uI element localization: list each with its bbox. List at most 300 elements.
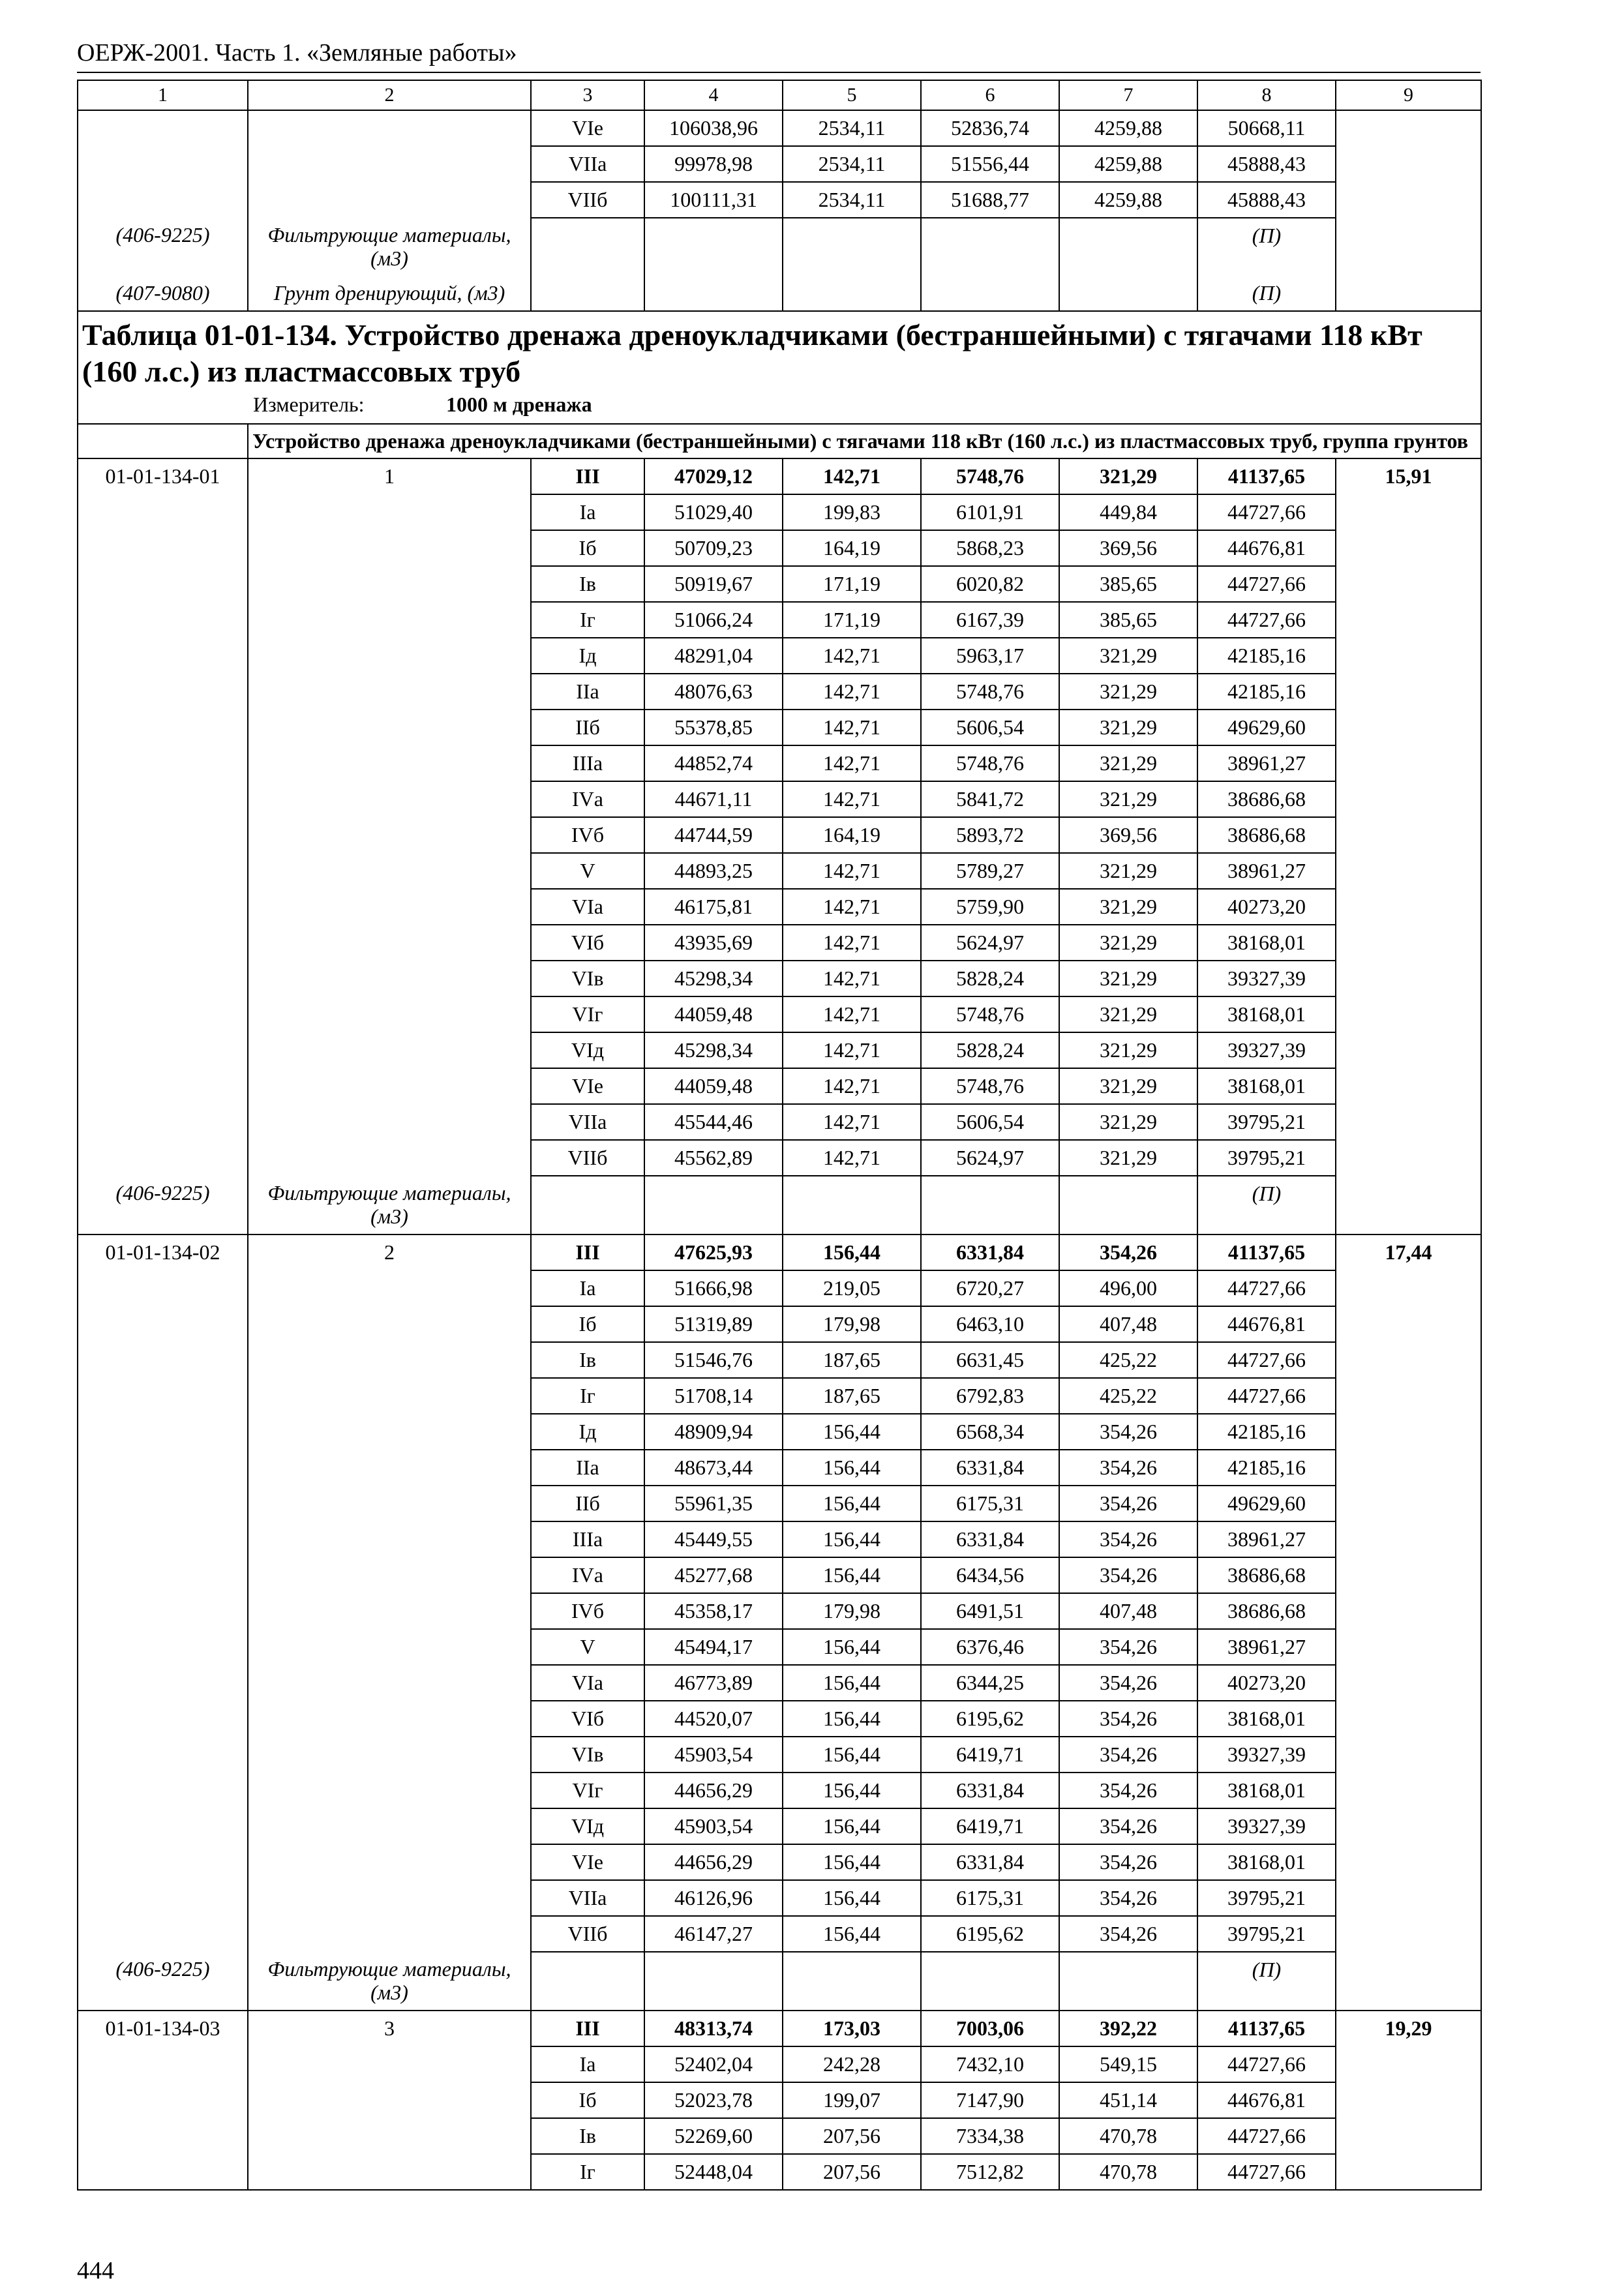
column-numbers-row [78,80,1481,110]
group-cell [248,710,531,745]
value-cell: 142,71 [783,889,921,925]
value-cell: 47029,12 [644,458,783,494]
soil-category-cell: VIв [531,961,644,996]
col9-cell [1336,1629,1481,1665]
value-cell: 38961,27 [1197,1629,1336,1665]
value-cell: 179,98 [783,1593,921,1629]
table-row [78,1808,1481,1844]
value-cell: 38686,68 [1197,1557,1336,1593]
code-cell [78,1880,248,1916]
soil-category-cell: Iг [531,602,644,638]
value-cell: 45544,46 [644,1104,783,1140]
value-cell: 52448,04 [644,2154,783,2190]
value-cell: 42185,16 [1197,1414,1336,1450]
col9-cell [1336,674,1481,710]
value-cell: 156,44 [783,1808,921,1844]
value-cell: 40273,20 [1197,889,1336,925]
group-cell [248,1306,531,1342]
value-cell: 42185,16 [1197,674,1336,710]
value-cell: 4259,88 [1059,110,1197,146]
value-cell: 6344,25 [921,1665,1059,1701]
value-cell: 50709,23 [644,530,783,566]
code-cell [78,182,248,218]
value-cell: 44059,48 [644,1068,783,1104]
group-cell [248,925,531,961]
value-cell: 5828,24 [921,1032,1059,1068]
table-row [78,2154,1481,2190]
table-row [78,1593,1481,1629]
value-cell: 321,29 [1059,853,1197,889]
value-cell: 2534,11 [783,146,921,182]
value-cell: 451,14 [1059,2082,1197,2118]
value-cell: 45358,17 [644,1593,783,1629]
value-cell: 51029,40 [644,494,783,530]
empty-cell [1059,1176,1197,1234]
soil-category-cell: VIд [531,1808,644,1844]
code-cell [78,1032,248,1068]
value-cell: 48076,63 [644,674,783,710]
col9-cell [1336,925,1481,961]
value-cell: 5828,24 [921,961,1059,996]
code-cell: 01-01-134-01 [78,458,248,494]
value-cell: 5748,76 [921,1068,1059,1104]
value-cell: 55961,35 [644,1486,783,1521]
empty-cell [531,276,644,311]
group-cell [248,1342,531,1378]
value-cell: 51546,76 [644,1342,783,1378]
value-cell: 6376,46 [921,1629,1059,1665]
col9-cell [1336,1068,1481,1104]
table-row [78,817,1481,853]
empty-cell [921,218,1059,276]
value-cell: 51066,24 [644,602,783,638]
value-cell: 6195,62 [921,1701,1059,1737]
code-cell [78,781,248,817]
value-cell: 219,05 [783,1270,921,1306]
value-cell: 321,29 [1059,1104,1197,1140]
value-cell: 38686,68 [1197,1593,1336,1629]
code-cell [78,1665,248,1701]
value-cell: 156,44 [783,1701,921,1737]
value-cell: 142,71 [783,1068,921,1104]
empty-cell [531,1176,644,1234]
soil-category-cell: IIа [531,674,644,710]
value-cell: 2534,11 [783,182,921,218]
value-cell: 45888,43 [1197,146,1336,182]
value-cell: 5893,72 [921,817,1059,853]
value-cell: 51708,14 [644,1378,783,1414]
value-cell: 6419,71 [921,1737,1059,1773]
value-cell: 369,56 [1059,817,1197,853]
empty-cell [1336,1176,1481,1234]
table-row [78,1450,1481,1486]
group-cell [248,182,531,218]
code-cell [78,817,248,853]
value-cell: 39795,21 [1197,1916,1336,1952]
value-cell: 385,65 [1059,602,1197,638]
value-cell: 549,15 [1059,2046,1197,2082]
group-cell [248,638,531,674]
value-cell: 43935,69 [644,925,783,961]
empty-cell [1336,218,1481,276]
column-number: 4 [644,80,783,110]
value-cell: 407,48 [1059,1306,1197,1342]
group-cell [248,494,531,530]
group-cell [248,1450,531,1486]
col9-cell [1336,2082,1481,2118]
value-cell: 39327,39 [1197,1032,1336,1068]
value-cell: 354,26 [1059,1737,1197,1773]
group-cell [248,1486,531,1521]
value-cell: 407,48 [1059,1593,1197,1629]
value-cell: 38961,27 [1197,745,1336,781]
soil-category-cell: Iа [531,494,644,530]
value-cell: 354,26 [1059,1629,1197,1665]
value-cell: 354,26 [1059,1844,1197,1880]
table-row [78,2046,1481,2082]
table-row [78,1140,1481,1176]
soil-category-cell: Iв [531,2118,644,2154]
value-cell: 48291,04 [644,638,783,674]
table-row [78,781,1481,817]
group-cell [248,1737,531,1773]
value-cell: 5624,97 [921,1140,1059,1176]
code-cell [78,1773,248,1808]
value-cell: 156,44 [783,1450,921,1486]
empty-cell [921,1952,1059,2011]
table-row [78,494,1481,530]
value-cell: 5759,90 [921,889,1059,925]
empty-cell [783,1176,921,1234]
value-cell: 6491,51 [921,1593,1059,1629]
value-cell: 321,29 [1059,1068,1197,1104]
material-row [78,276,1481,311]
col9-cell [1336,961,1481,996]
value-cell: 156,44 [783,1916,921,1952]
code-cell [78,1701,248,1737]
material-code: (407-9080) [78,276,248,311]
code-cell [78,566,248,602]
soil-category-cell: VIе [531,1068,644,1104]
code-cell [78,1486,248,1521]
value-cell: 156,44 [783,1557,921,1593]
soil-category-cell: IVб [531,1593,644,1629]
soil-category-cell: VIб [531,925,644,961]
value-cell: 52836,74 [921,110,1059,146]
empty-cell [644,276,783,311]
col9-cell [1336,1378,1481,1414]
value-cell: 470,78 [1059,2118,1197,2154]
value-cell: 6175,31 [921,1486,1059,1521]
value-cell: 156,44 [783,1880,921,1916]
column-number: 9 [1336,80,1481,110]
value-cell: 44676,81 [1197,530,1336,566]
col9-cell [1336,853,1481,889]
value-cell: 142,71 [783,710,921,745]
value-cell: 38168,01 [1197,1701,1336,1737]
col9-cell [1336,1414,1481,1450]
empty-cell [783,218,921,276]
subtitle-row [78,424,1481,458]
value-cell: 6331,84 [921,1234,1059,1270]
col9-cell [1336,566,1481,602]
col9-cell [1336,602,1481,638]
code-cell [78,1104,248,1140]
value-cell: 45562,89 [644,1140,783,1176]
value-cell: 40273,20 [1197,1665,1336,1701]
table-row [78,1844,1481,1880]
group-cell [248,1557,531,1593]
value-cell: 39795,21 [1197,1104,1336,1140]
soil-category-cell: VIв [531,1737,644,1773]
col9-cell [1336,1701,1481,1737]
value-cell: 156,44 [783,1414,921,1450]
group-cell [248,1593,531,1629]
group-cell [248,961,531,996]
unit-line [82,391,1477,417]
group-cell: 2 [248,1234,531,1270]
value-cell: 42185,16 [1197,638,1336,674]
col9-cell [1336,146,1481,182]
value-cell: 38168,01 [1197,996,1336,1032]
value-cell: 4259,88 [1059,146,1197,182]
value-cell: 449,84 [1059,494,1197,530]
page-header: ОЕРЖ-2001. Часть 1. «Земляные работы» [77,38,1481,73]
group-cell [248,2154,531,2190]
value-cell: 321,29 [1059,1032,1197,1068]
value-cell: 6463,10 [921,1306,1059,1342]
col9-cell [1336,745,1481,781]
value-cell: 369,56 [1059,530,1197,566]
table-row [78,1414,1481,1450]
group-cell [248,110,531,146]
col9-cell [1336,1773,1481,1808]
column-number: 7 [1059,80,1197,110]
value-cell: 5748,76 [921,745,1059,781]
value-cell: 7003,06 [921,2011,1059,2046]
empty-cell [921,276,1059,311]
col9-cell [1336,1880,1481,1916]
soil-category-cell: VIд [531,1032,644,1068]
value-cell: 7432,10 [921,2046,1059,2082]
value-cell: 142,71 [783,745,921,781]
code-cell [78,1808,248,1844]
value-cell: 171,19 [783,566,921,602]
value-cell: 354,26 [1059,1414,1197,1450]
value-cell: 321,29 [1059,925,1197,961]
value-cell: 321,29 [1059,745,1197,781]
value-cell: 142,71 [783,961,921,996]
value-cell: 470,78 [1059,2154,1197,2190]
value-cell: 44676,81 [1197,2082,1336,2118]
soil-category-cell: Iд [531,638,644,674]
group-cell: 1 [248,458,531,494]
soil-category-cell: Iд [531,1414,644,1450]
material-code: (406-9225) [78,1952,248,2011]
page-number: 444 [77,2257,114,2284]
code-cell [78,1068,248,1104]
empty-cell [921,1176,1059,1234]
group-cell [248,1414,531,1450]
value-cell: 52023,78 [644,2082,783,2118]
soil-category-cell: Iв [531,1342,644,1378]
value-cell: 38168,01 [1197,1773,1336,1808]
soil-category-cell: VIг [531,996,644,1032]
value-cell: 5868,23 [921,530,1059,566]
value-cell: 39795,21 [1197,1140,1336,1176]
table-row [78,638,1481,674]
table-row [78,566,1481,602]
value-cell: 44893,25 [644,853,783,889]
value-cell: 45298,34 [644,961,783,996]
value-cell: 44727,66 [1197,1342,1336,1378]
col9-cell [1336,2154,1481,2190]
table-row [78,1270,1481,1306]
soil-category-cell: V [531,853,644,889]
value-cell: 44059,48 [644,996,783,1032]
value-cell: 142,71 [783,458,921,494]
table-row [78,996,1481,1032]
col9-cell [1336,182,1481,218]
value-cell: 354,26 [1059,1701,1197,1737]
value-cell: 38168,01 [1197,925,1336,961]
empty-cell [1059,218,1197,276]
code-cell [78,530,248,566]
value-cell: 156,44 [783,1737,921,1773]
value-cell: 5748,76 [921,996,1059,1032]
value-cell: 179,98 [783,1306,921,1342]
table-row [78,1880,1481,1916]
value-cell: 142,71 [783,1104,921,1140]
value-cell: 50668,11 [1197,110,1336,146]
value-cell: 46773,89 [644,1665,783,1701]
table-row [78,602,1481,638]
group-cell [248,996,531,1032]
value-cell: 7147,90 [921,2082,1059,2118]
code-cell [78,1378,248,1414]
col9-cell [1336,817,1481,853]
empty-cell [644,1952,783,2011]
group-cell [248,1701,531,1737]
unit-value: 1000 м дренажа [446,393,592,416]
soil-category-cell: Iб [531,2082,644,2118]
value-cell: 321,29 [1059,961,1197,996]
col9-cell [1336,1593,1481,1629]
group-cell [248,1104,531,1140]
table-row [78,1306,1481,1342]
soil-category-cell: VIIб [531,1916,644,1952]
value-cell: 199,83 [783,494,921,530]
value-cell: 354,26 [1059,1808,1197,1844]
group-cell [248,1068,531,1104]
value-cell: 354,26 [1059,1234,1197,1270]
value-cell: 38168,01 [1197,1844,1336,1880]
soil-category-cell: VIIа [531,1880,644,1916]
value-cell: 48673,44 [644,1450,783,1486]
value-cell: 45903,54 [644,1737,783,1773]
value-cell: 52402,04 [644,2046,783,2082]
code-cell [78,1450,248,1486]
code-cell [78,1737,248,1773]
value-cell: 45494,17 [644,1629,783,1665]
column-number: 8 [1197,80,1336,110]
value-cell: 46175,81 [644,889,783,925]
table-row [78,961,1481,996]
material-name: Фильтрующие материалы, (м3) [248,218,531,276]
value-cell: 38168,01 [1197,1068,1336,1104]
col9-cell [1336,1521,1481,1557]
col9-cell [1336,494,1481,530]
value-cell: 44727,66 [1197,1270,1336,1306]
value-cell: 44656,29 [644,1773,783,1808]
value-cell: 171,19 [783,602,921,638]
soil-category-cell: VIIа [531,1104,644,1140]
soil-category-cell: Iа [531,2046,644,2082]
value-cell: 5963,17 [921,638,1059,674]
material-row [78,1952,1481,2011]
empty-cell [1059,1952,1197,2011]
table-row [78,1486,1481,1521]
value-cell: 5841,72 [921,781,1059,817]
value-cell: 321,29 [1059,710,1197,745]
code-cell [78,925,248,961]
value-cell: 44676,81 [1197,1306,1336,1342]
value-cell: 51688,77 [921,182,1059,218]
soil-category-cell: Iб [531,530,644,566]
value-cell: 156,44 [783,1773,921,1808]
code-cell: 01-01-134-02 [78,1234,248,1270]
material-row [78,218,1481,276]
soil-category-cell: VIа [531,889,644,925]
col9-cell [1336,781,1481,817]
col9-cell [1336,996,1481,1032]
group-cell [248,2082,531,2118]
table-row [78,458,1481,494]
code-cell [78,110,248,146]
value-cell: 5606,54 [921,710,1059,745]
group-cell [248,1844,531,1880]
soil-category-cell: Iв [531,566,644,602]
value-cell: 39327,39 [1197,1737,1336,1773]
value-cell: 41137,65 [1197,458,1336,494]
value-cell: 6631,45 [921,1342,1059,1378]
value-cell: 46126,96 [644,1880,783,1916]
group-cell [248,1032,531,1068]
soil-category-cell: IIIа [531,1521,644,1557]
value-cell: 321,29 [1059,1140,1197,1176]
value-cell: 47625,93 [644,1234,783,1270]
value-cell: 6167,39 [921,602,1059,638]
column-number: 1 [78,80,248,110]
value-cell: 5606,54 [921,1104,1059,1140]
group-cell [248,1378,531,1414]
col9-cell: 15,91 [1336,458,1481,494]
value-cell: 425,22 [1059,1342,1197,1378]
table-row [78,889,1481,925]
col9-cell [1336,530,1481,566]
column-number: 6 [921,80,1059,110]
code-cell [78,1593,248,1629]
material-mark: (П) [1197,276,1336,311]
col9-cell [1336,889,1481,925]
group-cell [248,1773,531,1808]
empty-cell [1336,276,1481,311]
value-cell: 187,65 [783,1342,921,1378]
soil-category-cell: IIб [531,710,644,745]
empty-cell [1336,1952,1481,2011]
value-cell: 5748,76 [921,458,1059,494]
empty-cell [531,218,644,276]
